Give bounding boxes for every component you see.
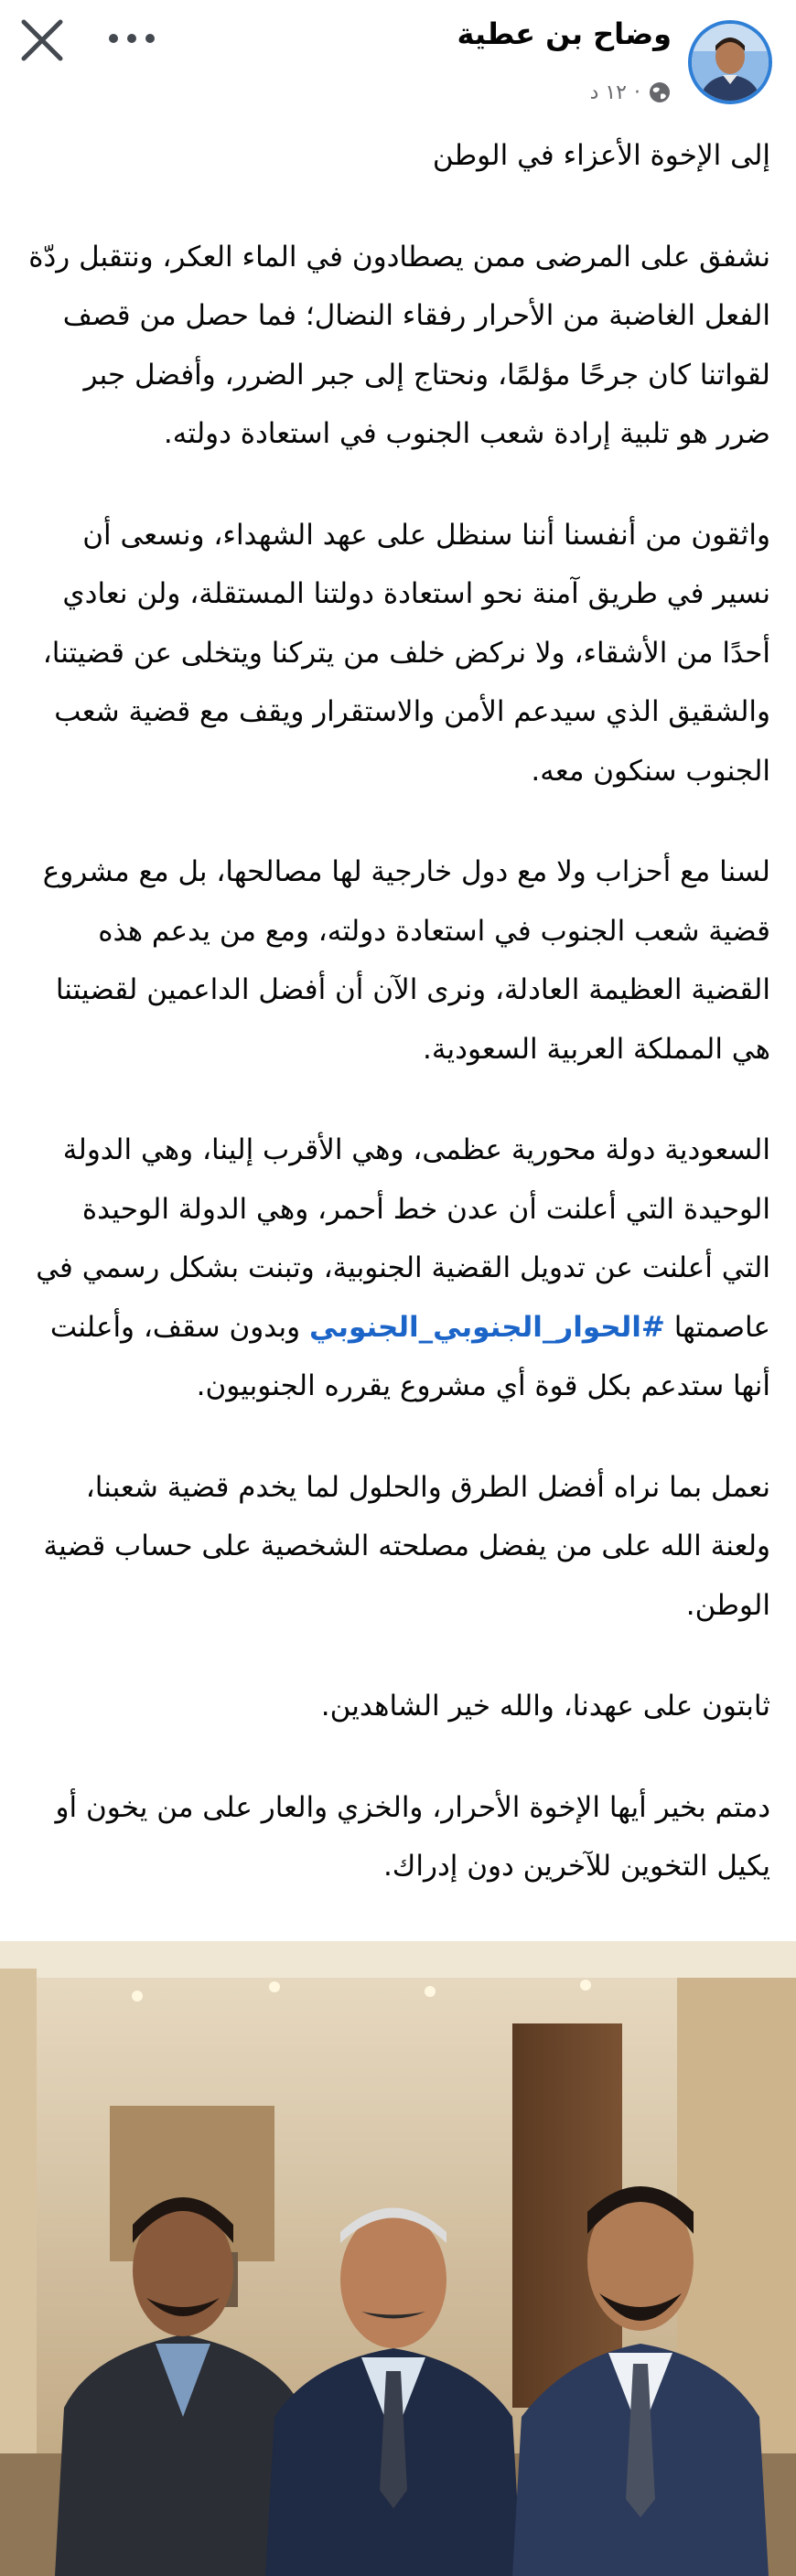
- post-paragraph-greeting: إلى الإخوة الأعزاء في الوطن: [432, 139, 770, 172]
- post-photo[interactable]: [0, 1941, 796, 2576]
- post-meta: [590, 79, 672, 106]
- globe-icon[interactable]: [648, 80, 672, 104]
- close-button[interactable]: [16, 15, 68, 66]
- author-name[interactable]: وضاح بن عطية: [457, 16, 672, 51]
- meta-separator: ·: [634, 80, 640, 104]
- avatar-image: [692, 24, 769, 101]
- more-options-icon: [102, 16, 161, 60]
- more-options-button[interactable]: [102, 16, 161, 60]
- post-header: [0, 0, 796, 119]
- post-paragraph: واثقون من أنفسنا أننا سنظل على عهد الشهداء، ونسعى أن نسير في طريق آمنة نحو استعادة دولتنا المستقلة، ولن نعادي أحدًا من الأشقاء، ولا نركض خلف من يتركنا ويتخلى عن قضيتنا، والشقيق الذي سيدعم الأمن والاستقرار ويقف مع قضية شعب الجنوب سنكون معه.: [42, 518, 770, 788]
- post-paragraph: لسنا مع أحزاب ولا مع دول خارجية لها مصالحها، بل مع مشروع قضية شعب الجنوب في استعادة دولته، ومع من يدعم هذه القضية العظيمة العادلة، ونرى الآن أن أفضل الداعمين لقضيتنا هي المملكة العربية السعودية.: [42, 855, 770, 1066]
- close-icon: [16, 15, 68, 66]
- post-paragraph: ثابتون على عهدنا، والله خير الشاهدين.: [320, 1690, 770, 1723]
- post-timestamp[interactable]: ١٢ د: [589, 80, 627, 104]
- hashtag-link[interactable]: #الحوار_الجنوبي_الجنوبي: [308, 1310, 665, 1344]
- post-paragraph-with-hashtag: [26, 1121, 770, 1416]
- paragraph-text: السعودية دولة محورية عظمى، وهي الأقرب إلينا، وهي الدولة الوحيدة التي أعلنت أن عدن خط أحمر، وهي الدولة الوحيدة التي أعلنت عن تدويل القضية الجنوبية، وتبنت بشكل رسمي في عاصمتها: [36, 1133, 770, 1344]
- post-paragraph: نشفق على المرضى ممن يصطادون في الماء العكر، ونتقبل ردّة الفعل الغاضبة من الأحرار رفقاء النضال؛ فما حصل من قصف لقواتنا كان جرحًا مؤلمًا، ونحتاج إلى جبر الضرر، وأفضل جبر ضرر هو تلبية إرادة شعب الجنوب في استعادة دولته.: [28, 240, 770, 450]
- post-paragraph: نعمل بما نراه أفضل الطرق والحلول لما يخدم قضية شعبنا، ولعنة الله على من يفضل مصلحته الشخصية على حساب قضية الوطن.: [43, 1470, 770, 1622]
- paragraph-text: وبدون سقف، وأعلنت أنها ستدعم بكل قوة أي مشروع يقرره الجنوبيون.: [49, 1310, 770, 1402]
- group-photo-image: [0, 1941, 796, 2576]
- post-text: [26, 126, 770, 1938]
- avatar[interactable]: [688, 20, 772, 104]
- post-paragraph: دمتم بخير أيها الإخوة الأحرار، والخزي والعار على من يخون أو يكيل التخوين للآخرين دون إدراك.: [55, 1790, 770, 1883]
